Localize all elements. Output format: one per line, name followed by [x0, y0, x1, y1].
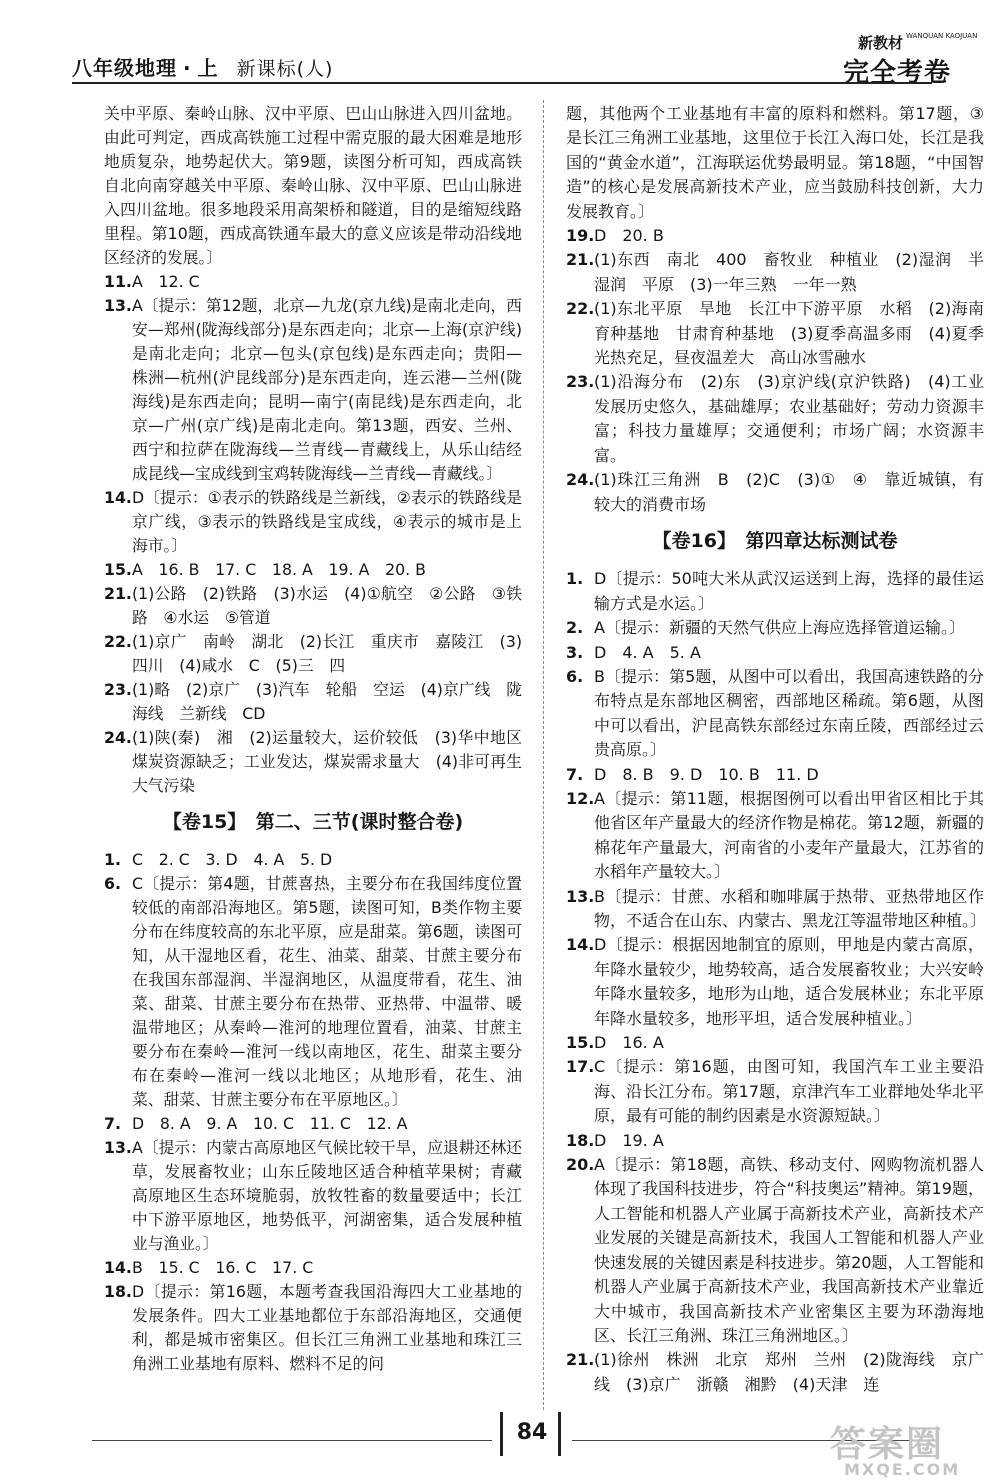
- answer-text: A 16. B 17. C 18. A 19. A 20. B: [132, 560, 426, 579]
- question-number: 1.: [104, 850, 121, 869]
- answer-text: (1)京广 南岭 湖北 (2)长江 重庆市 嘉陵江 (3)四川 (4)咸水 C (5)三 四: [132, 632, 522, 675]
- question-number: 22.: [104, 632, 132, 651]
- brand-roman-text: WANQUAN KAOJUAN: [906, 32, 978, 40]
- answer-item: [566, 933, 984, 1031]
- answer-item: [566, 567, 984, 616]
- answer-item: [566, 763, 984, 787]
- question-number: 14.: [566, 935, 595, 955]
- answer-item: [566, 1153, 984, 1348]
- answer-text: D 16. A: [594, 1033, 664, 1053]
- answer-item: [566, 297, 984, 370]
- answer-text: A〔提示：第11题，根据图例可以看出甲省区相比于其他省区年产量最大的经济作物是棉花。第12题，新疆的棉花年产量最大，河南省的小麦年产量最大，江苏省的水稻年产量较大。〕: [594, 788, 984, 882]
- answer-item: [104, 630, 522, 678]
- question-number: 18.: [104, 1282, 132, 1301]
- question-number: 17.: [566, 1057, 595, 1077]
- brand-top-text: 新教材: [858, 34, 904, 52]
- question-number: 23.: [104, 680, 132, 699]
- answer-text: (1)沿海分布 (2)东 (3)京沪线(京沪铁路) (4)工业发展历史悠久，基础雄厚；农业基础好；劳动力资源丰富；科技力量雄厚；交通便利；市场广阔；水资源丰富。: [594, 372, 984, 465]
- answer-item: [566, 1055, 984, 1128]
- section-heading: 【卷16】 第四章达标测试卷: [652, 529, 898, 552]
- question-number: 18.: [566, 1130, 595, 1150]
- answer-item: [104, 678, 522, 726]
- question-number: 19.: [566, 226, 595, 246]
- answer-item: [566, 616, 984, 640]
- page-number-bar-left: [500, 1412, 503, 1456]
- page-footer: [0, 1408, 1000, 1484]
- question-number: 21.: [566, 250, 595, 270]
- answer-item: [104, 294, 522, 486]
- answer-text: D 8. A 9. A 10. C 11. C 12. A: [132, 1114, 408, 1133]
- question-number: 6.: [566, 666, 584, 686]
- volume-label: 上: [197, 56, 219, 80]
- answer-continuation: [566, 102, 984, 224]
- question-number: 13.: [104, 1138, 132, 1157]
- column-divider: [543, 100, 544, 1410]
- question-number: 21.: [566, 1350, 595, 1370]
- question-number: 2.: [566, 618, 584, 638]
- question-number: 6.: [104, 874, 121, 893]
- answer-item: [566, 1031, 984, 1055]
- answer-item: [566, 665, 984, 763]
- header-rule: [72, 82, 932, 84]
- answer-text: C〔提示：第16题，由图可知，我国汽车工业主要沿海、沿长江分布。第17题，京津汽车工业群地处华北平原，最有可能的制约因素是水资源短缺。〕: [594, 1057, 984, 1126]
- answer-item: [104, 1136, 522, 1256]
- answer-text: D 19. A: [594, 1130, 664, 1150]
- question-number: 15.: [104, 560, 132, 579]
- answer-item: [104, 1256, 522, 1280]
- question-number: 22.: [566, 299, 595, 319]
- question-number: 12.: [566, 788, 595, 808]
- question-number: 7.: [566, 764, 584, 784]
- answer-text: A 12. C: [132, 272, 200, 291]
- answer-text: 题，其他两个工业基地有丰富的原料和燃料。第17题，③是长江三角洲工业基地，这里位于长江入海口处，长江是我国的“黄金水道”，江海联运优势最明显。第18题，“中国智造”的核心是发展高新技术产业，应当鼓励科技创新，大力发展教育。〕: [566, 104, 984, 221]
- answer-text: A〔提示：内蒙古高原地区气候比较干旱，应退耕还林还草，发展畜牧业；山东丘陵地区适合种植苹果树；青藏高原地区生态环境脆弱，放牧牲畜的数量要适中；长江中下游平原地区，地势低平，河湖密集，适合发展种植业与渔业。〕: [132, 1138, 522, 1253]
- answer-text: B〔提示：甘蔗、水稻和咖啡属于热带、亚热带地区作物，不适合在山东、内蒙古、黑龙江等温带地区种植。〕: [594, 886, 987, 930]
- answer-item: [566, 641, 984, 665]
- question-number: 7.: [104, 1114, 121, 1133]
- answer-text: (1)徐州 株洲 北京 郑州 兰州 (2)陇海线 京广线 (3)京广 浙赣 湘黔 (4)天津 连: [594, 1350, 984, 1394]
- watermark-logo: [830, 1416, 980, 1478]
- answer-item: [104, 1112, 522, 1136]
- question-number: 15.: [566, 1033, 595, 1053]
- answer-text: C 2. C 3. D 4. A 5. D: [132, 850, 333, 869]
- answer-item: [566, 1348, 984, 1397]
- question-number: 24.: [566, 470, 595, 490]
- question-number: 14.: [104, 1258, 132, 1277]
- answer-text: D 8. B 9. D 10. B 11. D: [594, 764, 819, 784]
- answer-text: A〔提示：新疆的天然气供应上海应选择管道运输。〕: [594, 618, 965, 638]
- right-column: [566, 102, 987, 1397]
- edition-label: 新课标(人): [236, 58, 334, 80]
- answer-text: (1)陕(秦) 湘 (2)运量较大，运价较低 (3)华中地区煤炭资源缺乏；工业发达，煤炭需求量大 (4)非可再生 大气污染: [132, 728, 538, 795]
- watermark-url-text: MXQE.COM: [844, 1460, 961, 1479]
- answer-text: A〔提示：第18题，高铁、移动支付、网购物流机器人体现了我国科技进步，符合“科技奥运”精神。第19题，人工智能和机器人产业属于高新技术产业，高新技术产业发展的关键是高新技术，我国人工智能和机器人产业快速发展的关键因素是科技进步。第20题，人工智能和机器人产业属于高新技术产业，我国高新技术产业靠近大中城市，我国高新技术产业密集区主要为环渤海地区、长江三角洲、珠江三角洲地区。〕: [594, 1155, 984, 1345]
- left-column: [104, 102, 538, 1376]
- question-number: 20.: [566, 1155, 595, 1175]
- answer-item: [566, 468, 984, 517]
- answer-text: C〔提示：第4题，甘蔗喜热，主要分布在我国纬度位置较低的南部沿海地区。第5题，读图可知，B类作物主要分布在纬度较高的东北平原，应是甜菜。第6题，读图可知，从干湿地区看，花生、油菜、甜菜、甘蔗主要分布在我国东部湿润、半湿润地区，从温度带看，花生、油菜、甜菜、甘蔗主要分布在热带、亚热带、中温带、暖温带地区；从秦岭—淮河的地理位置看，油菜、甘蔗主要分布在秦岭—淮河一线以南地区，花生、甜菜主要分布在秦岭—淮河一线以北地区；从地形看，花生、油菜、甜菜、甘蔗主要分布在平原地区。〕: [132, 874, 522, 1109]
- answer-text: D 20. B: [594, 226, 664, 246]
- answer-text: (1)公路 (2)铁路 (3)水运 (4)①航空 ②公路 ③铁路 ④水运 ⑤管道: [132, 584, 522, 627]
- page-header: [0, 0, 1000, 96]
- answer-text: D〔提示：第16题，本题考查我国沿海四大工业基地的发展条件。四大工业基地都位于东部沿海地区，交通便利，都是城市密集区。但长江三角洲工业基地和珠江三角洲工业基地有原料、燃料不足的问: [132, 1282, 522, 1373]
- answer-item: [566, 787, 984, 885]
- page-number-bar-right: [558, 1412, 561, 1456]
- answer-item: [104, 872, 522, 1112]
- question-number: 1.: [566, 569, 584, 589]
- question-number: 13.: [104, 296, 132, 315]
- question-number: 14.: [104, 488, 132, 507]
- answer-item: [566, 885, 987, 934]
- brand-logo: 完全考卷: [843, 58, 952, 88]
- answer-text: (1)东西 南北 400 畜牧业 种植业 (2)湿润 半湿润 平原 (3)一年三熟 一年一熟: [594, 250, 984, 294]
- answer-text: (1)略 (2)京广 (3)汽车 轮船 空运 (4)京广线 陇海线 兰新线 CD: [132, 680, 522, 723]
- answer-text: B 15. C 16. C 17. C: [132, 1258, 314, 1277]
- answer-text: D〔提示：根据因地制宜的原则，甲地是内蒙古高原，年降水量较少，地势较高，适合发展畜牧业；大兴安岭年降水量较多，地形为山地，适合发展林业；东北平原年降水量较多，地形平坦，适合发展种植业。〕: [594, 935, 984, 1028]
- answer-item: [566, 370, 984, 468]
- answer-item: [104, 848, 522, 872]
- answer-text: (1)珠江三角洲 B (2)C (3)① ④ 靠近城镇，有较大的消费市场: [594, 470, 984, 514]
- watermark-big-text: 答案圈: [830, 1424, 945, 1465]
- book-title: 八年级地理 · 上 新课标(人): [72, 56, 334, 80]
- question-number: 13.: [566, 886, 595, 906]
- answer-item: [104, 270, 522, 294]
- question-number: 3.: [566, 642, 584, 662]
- question-number: 24.: [104, 728, 132, 747]
- answer-item: [104, 726, 538, 798]
- answer-item: [104, 1280, 522, 1376]
- answer-continuation: [104, 102, 522, 270]
- answer-item: [566, 1129, 984, 1153]
- answer-text: B〔提示：第5题，从图中可以看出，我国高速铁路的分布特点是东部地区稠密，西部地区稀疏。第6题，从图中可以看出，沪昆高铁东部经过东南丘陵，西部经过云贵高原。〕: [594, 666, 984, 760]
- answer-item: [104, 558, 522, 582]
- question-number: 21.: [104, 584, 132, 603]
- section-heading: 【卷15】 第二、三节(课时整合卷): [162, 811, 464, 833]
- grade-subject: 八年级地理: [72, 56, 177, 80]
- answer-text: D 4. A 5. A: [594, 642, 701, 662]
- answer-item: [566, 248, 984, 297]
- answer-text: D〔提示：50吨大米从武汉运送到上海，选择的最佳运输方式是水运。〕: [594, 569, 984, 613]
- answer-text: 关中平原、秦岭山脉、汉中平原、巴山山脉进入四川盆地。由此可判定，西成高铁施工过程中需克服的最大困难是地形地质复杂，地势起伏大。第9题，读图分析可知，西成高铁自北向南穿越关中平原、秦岭山脉、汉中平原、巴山山脉进入四川盆地。很多地段采用高架桥和隧道，目的是缩短线路里程。第10题，西成高铁通车最大的意义应该是带动沿线地区经济的发展。〕: [104, 104, 522, 267]
- answer-item: [104, 582, 522, 630]
- answer-item: [566, 224, 984, 248]
- answer-item: [104, 486, 522, 558]
- answer-text: (1)东北平原 旱地 长江中下游平原 水稻 (2)海南育种基地 甘肃育种基地 (3)夏季高温多雨 (4)夏季光热充足，昼夜温差大 高山冰雪融水: [594, 299, 984, 368]
- answer-text: A〔提示：第12题，北京—九龙(京九线)是南北走向，西安—郑州(陇海线部分)是东西走向；北京—上海(京沪线)是南北走向；北京—包头(京包线)是东西走向；贵阳—株洲—杭州(沪昆线部分)是东西走向，连云港—兰州(陇海线)是东西走向；昆明—南宁(南昆线)是东西走向，北京—广州(京广线)是南北走向。第13题，西安、兰州、西宁和拉萨在陇海线—兰青线—青藏线上，从乐山结经成昆线—宝成线到宝鸡转陇海线—兰青线—青藏线。〕: [132, 296, 522, 483]
- page-number: 84: [516, 1420, 548, 1445]
- question-number: 23.: [566, 372, 595, 392]
- answer-text: D〔提示：①表示的铁路线是兰新线，②表示的铁路线是京广线，③表示的铁路线是宝成线，④表示的城市是上海市。〕: [132, 488, 522, 555]
- question-number: 11.: [104, 272, 132, 291]
- footer-rule-left: [92, 1440, 492, 1441]
